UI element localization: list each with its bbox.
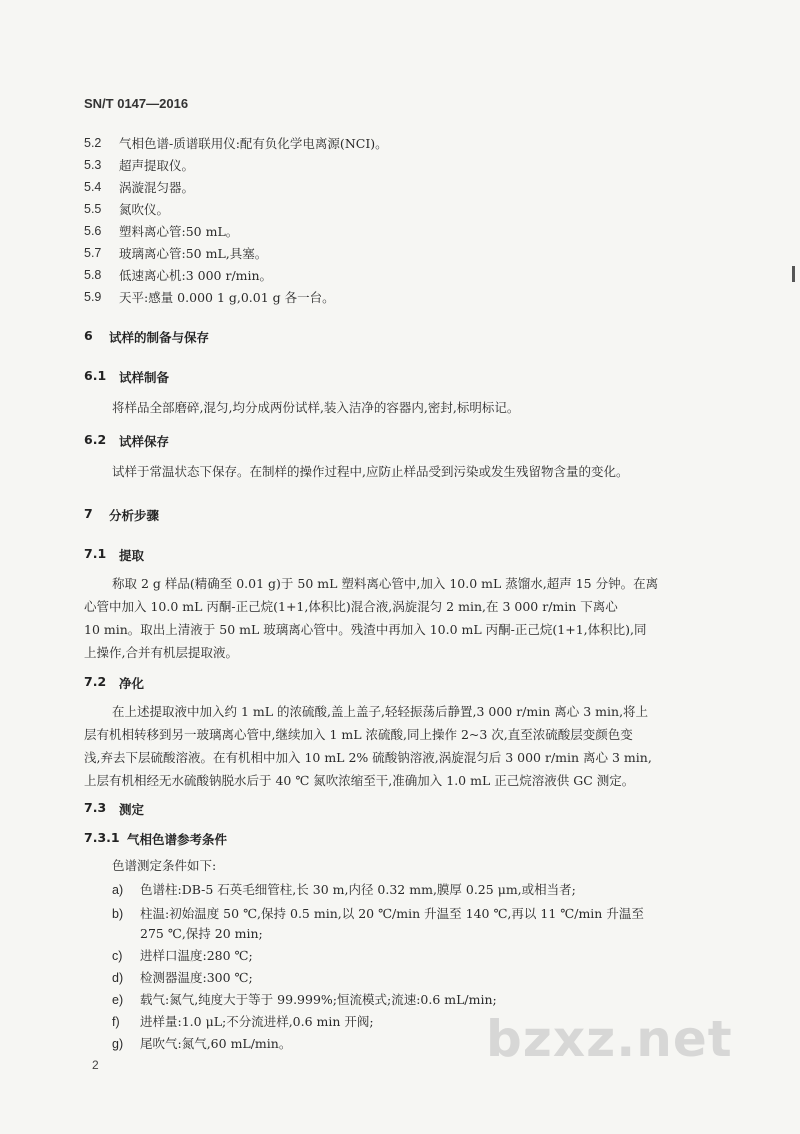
item-number: 5.7 bbox=[84, 246, 102, 260]
condition-item bbox=[112, 1014, 374, 1030]
site-watermark: bzxz.net bbox=[486, 1010, 733, 1068]
paragraph-line: 称取 2 g 样品(精确至 0.01 g)于 50 mL 塑料离心管中,加入 10.0 mL 蒸馏水,超声 15 分钟。在离 bbox=[112, 576, 659, 591]
condition-label: a) bbox=[112, 883, 124, 897]
condition-label: c) bbox=[112, 949, 123, 963]
section-7-2-title: 净化 bbox=[119, 676, 145, 691]
item-number: 5.4 bbox=[84, 180, 102, 194]
condition-label: e) bbox=[112, 993, 124, 1007]
condition-item bbox=[112, 948, 253, 964]
paragraph-line: 浅,弃去下层硫酸溶液。在有机相中加入 10 mL 2% 硫酸钠溶液,涡旋混匀后 3 000 r/min 离心 3 min, bbox=[84, 750, 652, 765]
paragraph-line: 上操作,合并有机层提取液。 bbox=[84, 645, 238, 660]
paragraph-line: 10 min。取出上清液于 50 mL 玻璃离心管中。残渣中再加入 10.0 mL 丙酮-正己烷(1+1,体积比),同 bbox=[84, 622, 647, 637]
condition-item bbox=[112, 882, 576, 898]
condition-text-continued: 275 ℃,保持 20 min; bbox=[140, 926, 263, 941]
item-text: 氮吹仪。 bbox=[119, 202, 170, 217]
section-7-number: 7 bbox=[84, 506, 93, 521]
condition-text: 检测器温度:300 ℃; bbox=[140, 970, 253, 985]
condition-text: 尾吹气:氮气,60 mL/min。 bbox=[140, 1036, 292, 1051]
section-7-1-title: 提取 bbox=[119, 548, 145, 563]
section-6-2-title: 试样保存 bbox=[119, 434, 170, 449]
condition-label: b) bbox=[112, 907, 124, 921]
section-6-2-body: 试样于常温状态下保存。在制样的操作过程中,应防止样品受到污染或发生残留物含量的变化。 bbox=[112, 464, 629, 479]
condition-label: f) bbox=[112, 1015, 120, 1029]
condition-text: 进样量:1.0 μL;不分流进样,0.6 min 开阀; bbox=[140, 1014, 374, 1029]
condition-text: 进样口温度:280 ℃; bbox=[140, 948, 253, 963]
condition-item bbox=[112, 1036, 291, 1052]
item-text: 玻璃离心管:50 mL,具塞。 bbox=[119, 246, 268, 261]
item-number: 5.8 bbox=[84, 268, 102, 282]
item-text: 天平:感量 0.000 1 g,0.01 g 各一台。 bbox=[119, 290, 335, 305]
item-text: 涡漩混匀器。 bbox=[119, 180, 195, 195]
condition-item bbox=[112, 992, 497, 1008]
section-6-1-number: 6.1 bbox=[84, 368, 107, 383]
page-number: 2 bbox=[92, 1058, 99, 1072]
section-7-3-title: 测定 bbox=[119, 802, 145, 817]
section-7-3-number: 7.3 bbox=[84, 800, 107, 815]
standard-code-header: SN/T 0147—2016 bbox=[84, 96, 189, 111]
section-7-title: 分析步骤 bbox=[109, 508, 160, 523]
condition-item bbox=[112, 906, 644, 922]
condition-item bbox=[112, 970, 253, 986]
section-6-1-body: 将样品全部磨碎,混匀,均分成两份试样,装入洁净的容器内,密封,标明标记。 bbox=[112, 400, 520, 415]
section-6-1-title: 试样制备 bbox=[119, 370, 170, 385]
section-6-2-number: 6.2 bbox=[84, 432, 107, 447]
item-text: 气相色谱-质谱联用仪:配有负化学电离源(NCI)。 bbox=[119, 136, 388, 151]
section-7-2-number: 7.2 bbox=[84, 674, 107, 689]
item-number: 5.5 bbox=[84, 202, 102, 216]
item-text: 低速离心机:3 000 r/min。 bbox=[119, 268, 273, 283]
condition-text: 色谱柱:DB-5 石英毛细管柱,长 30 m,内径 0.32 mm,膜厚 0.25 μm,或相当者; bbox=[140, 882, 576, 897]
item-text: 塑料离心管:50 mL。 bbox=[119, 224, 239, 239]
item-text: 超声提取仪。 bbox=[119, 158, 195, 173]
item-number: 5.3 bbox=[84, 158, 102, 172]
section-7-1-body bbox=[84, 572, 658, 664]
section-7-3-1-number: 7.3.1 bbox=[84, 830, 120, 845]
section-7-2-body bbox=[84, 700, 652, 792]
section-6-title: 试样的制备与保存 bbox=[109, 330, 210, 345]
item-number: 5.6 bbox=[84, 224, 102, 238]
paragraph-line: 上层有机相经无水硫酸钠脱水后于 40 ℃ 氮吹浓缩至干,准确加入 1.0 mL 正己烷溶液供 GC 测定。 bbox=[84, 773, 635, 788]
condition-text: 柱温:初始温度 50 ℃,保持 0.5 min,以 20 ℃/min 升温至 140 ℃,再以 11 ℃/min 升温至 bbox=[140, 906, 644, 921]
paragraph-line: 在上述提取液中加入约 1 mL 的浓硫酸,盖上盖子,轻轻振荡后静置,3 000 r/min 离心 3 min,将上 bbox=[112, 704, 649, 719]
item-number: 5.2 bbox=[84, 136, 102, 150]
scan-edge-mark bbox=[792, 266, 795, 282]
condition-text: 载气:氮气,纯度大于等于 99.999%;恒流模式;流速:0.6 mL/min; bbox=[140, 992, 497, 1007]
section-6-number: 6 bbox=[84, 328, 93, 343]
condition-label: g) bbox=[112, 1037, 124, 1051]
paragraph-line: 层有机相转移到另一玻璃离心管中,继续加入 1 mL 浓硫酸,同上操作 2~3 次,直至浓硫酸层变颜色变 bbox=[84, 727, 633, 742]
item-number: 5.9 bbox=[84, 290, 102, 304]
section-7-3-1-title: 气相色谱参考条件 bbox=[127, 832, 228, 847]
condition-label: d) bbox=[112, 971, 124, 985]
paragraph-line: 心管中加入 10.0 mL 丙酮-正己烷(1+1,体积比)混合液,涡旋混匀 2 min,在 3 000 r/min 下离心 bbox=[84, 599, 618, 614]
conditions-intro: 色谱测定条件如下: bbox=[112, 858, 217, 873]
section-7-1-number: 7.1 bbox=[84, 546, 107, 561]
